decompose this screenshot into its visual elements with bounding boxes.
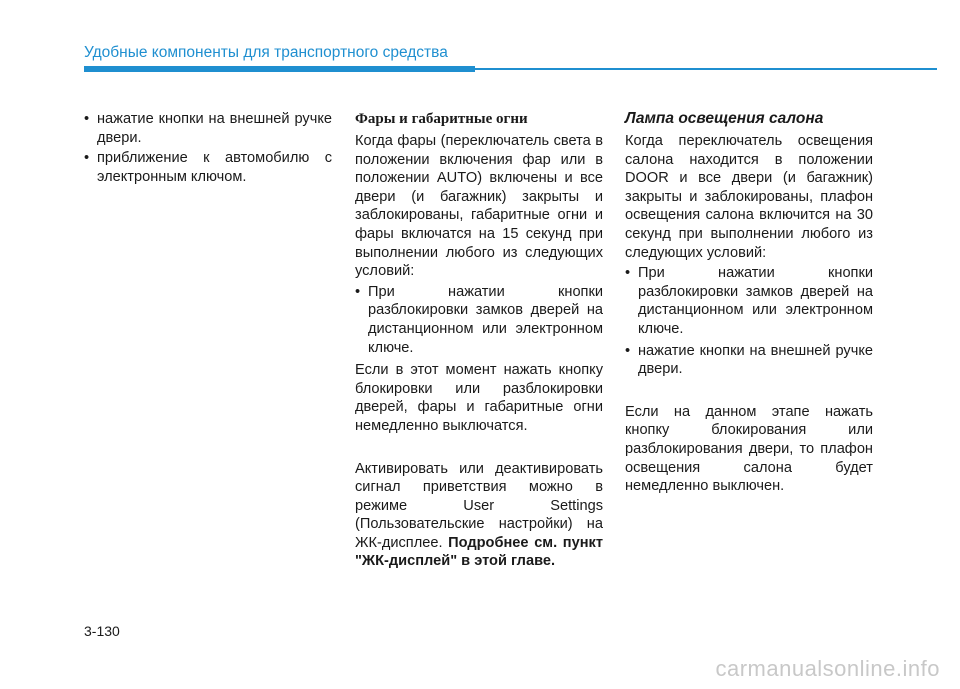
column-2 [355,110,603,571]
list-item: • При нажатии кнопки разблокировки замков дверей на дистанционном или электронном ключе. [355,283,603,357]
bullet-list [625,264,873,379]
column-1 [84,110,332,188]
column-3 [625,110,873,496]
paragraph-text: Активировать или деактивировать сигнал приветствия можно в режиме User Settings (Пользовательские настройки) на ЖК-дисплее. [355,460,603,551]
bullet-list [84,110,332,186]
section-title: Удобные компоненты для транспортного средства [84,44,448,61]
list-item: • При нажатии кнопки разблокировки замков дверей на дистанционном или электронном ключе. [625,264,873,338]
paragraph: Если в этот момент нажать кнопку блокировки или разблокировки дверей, фары и габаритные огни немедленно выключатся. [355,362,603,434]
paragraph: Когда фары (переключатель света в положении включения фар или в положении AUTO) включены и все двери (и багажник) закрыты и заблокированы, габаритные огни и фары включатся на 15 секунд при выполнении любого из следующих условий: [355,133,603,280]
section-heading-interior-lamp: Лампа освещения салона [625,110,824,127]
page-number: 3-130 [84,623,120,639]
list-item: • нажатие кнопки на внешней ручке двери. [625,342,873,379]
list-item: • приближение к автомобилю с электронным ключом. [84,149,332,186]
watermark: carmanualsonline.info [715,656,940,681]
paragraph: Когда переключатель освещения салона находится в положении DOOR и все двери (и багажник) закрыты и заблокированы, плафон освещения салона включится на 30 секунд при выполнении любого из следующих условий: [625,133,873,261]
bullet-list [355,283,603,357]
section-heading-headlights: Фары и габаритные огни [355,111,528,127]
cross-reference: Подробнее см. пункт "ЖК-дисплей" в этой главе. [355,534,604,570]
header-rule-thick [84,66,475,72]
list-item: • нажатие кнопки на внешней ручке двери. [84,110,332,147]
paragraph: Если на данном этапе нажать кнопку блокирования или разблокирования двери, то плафон освещения салона будет немедленно выключен. [625,403,873,495]
header-rule-thin [475,68,937,70]
paragraph-settings [355,460,603,572]
